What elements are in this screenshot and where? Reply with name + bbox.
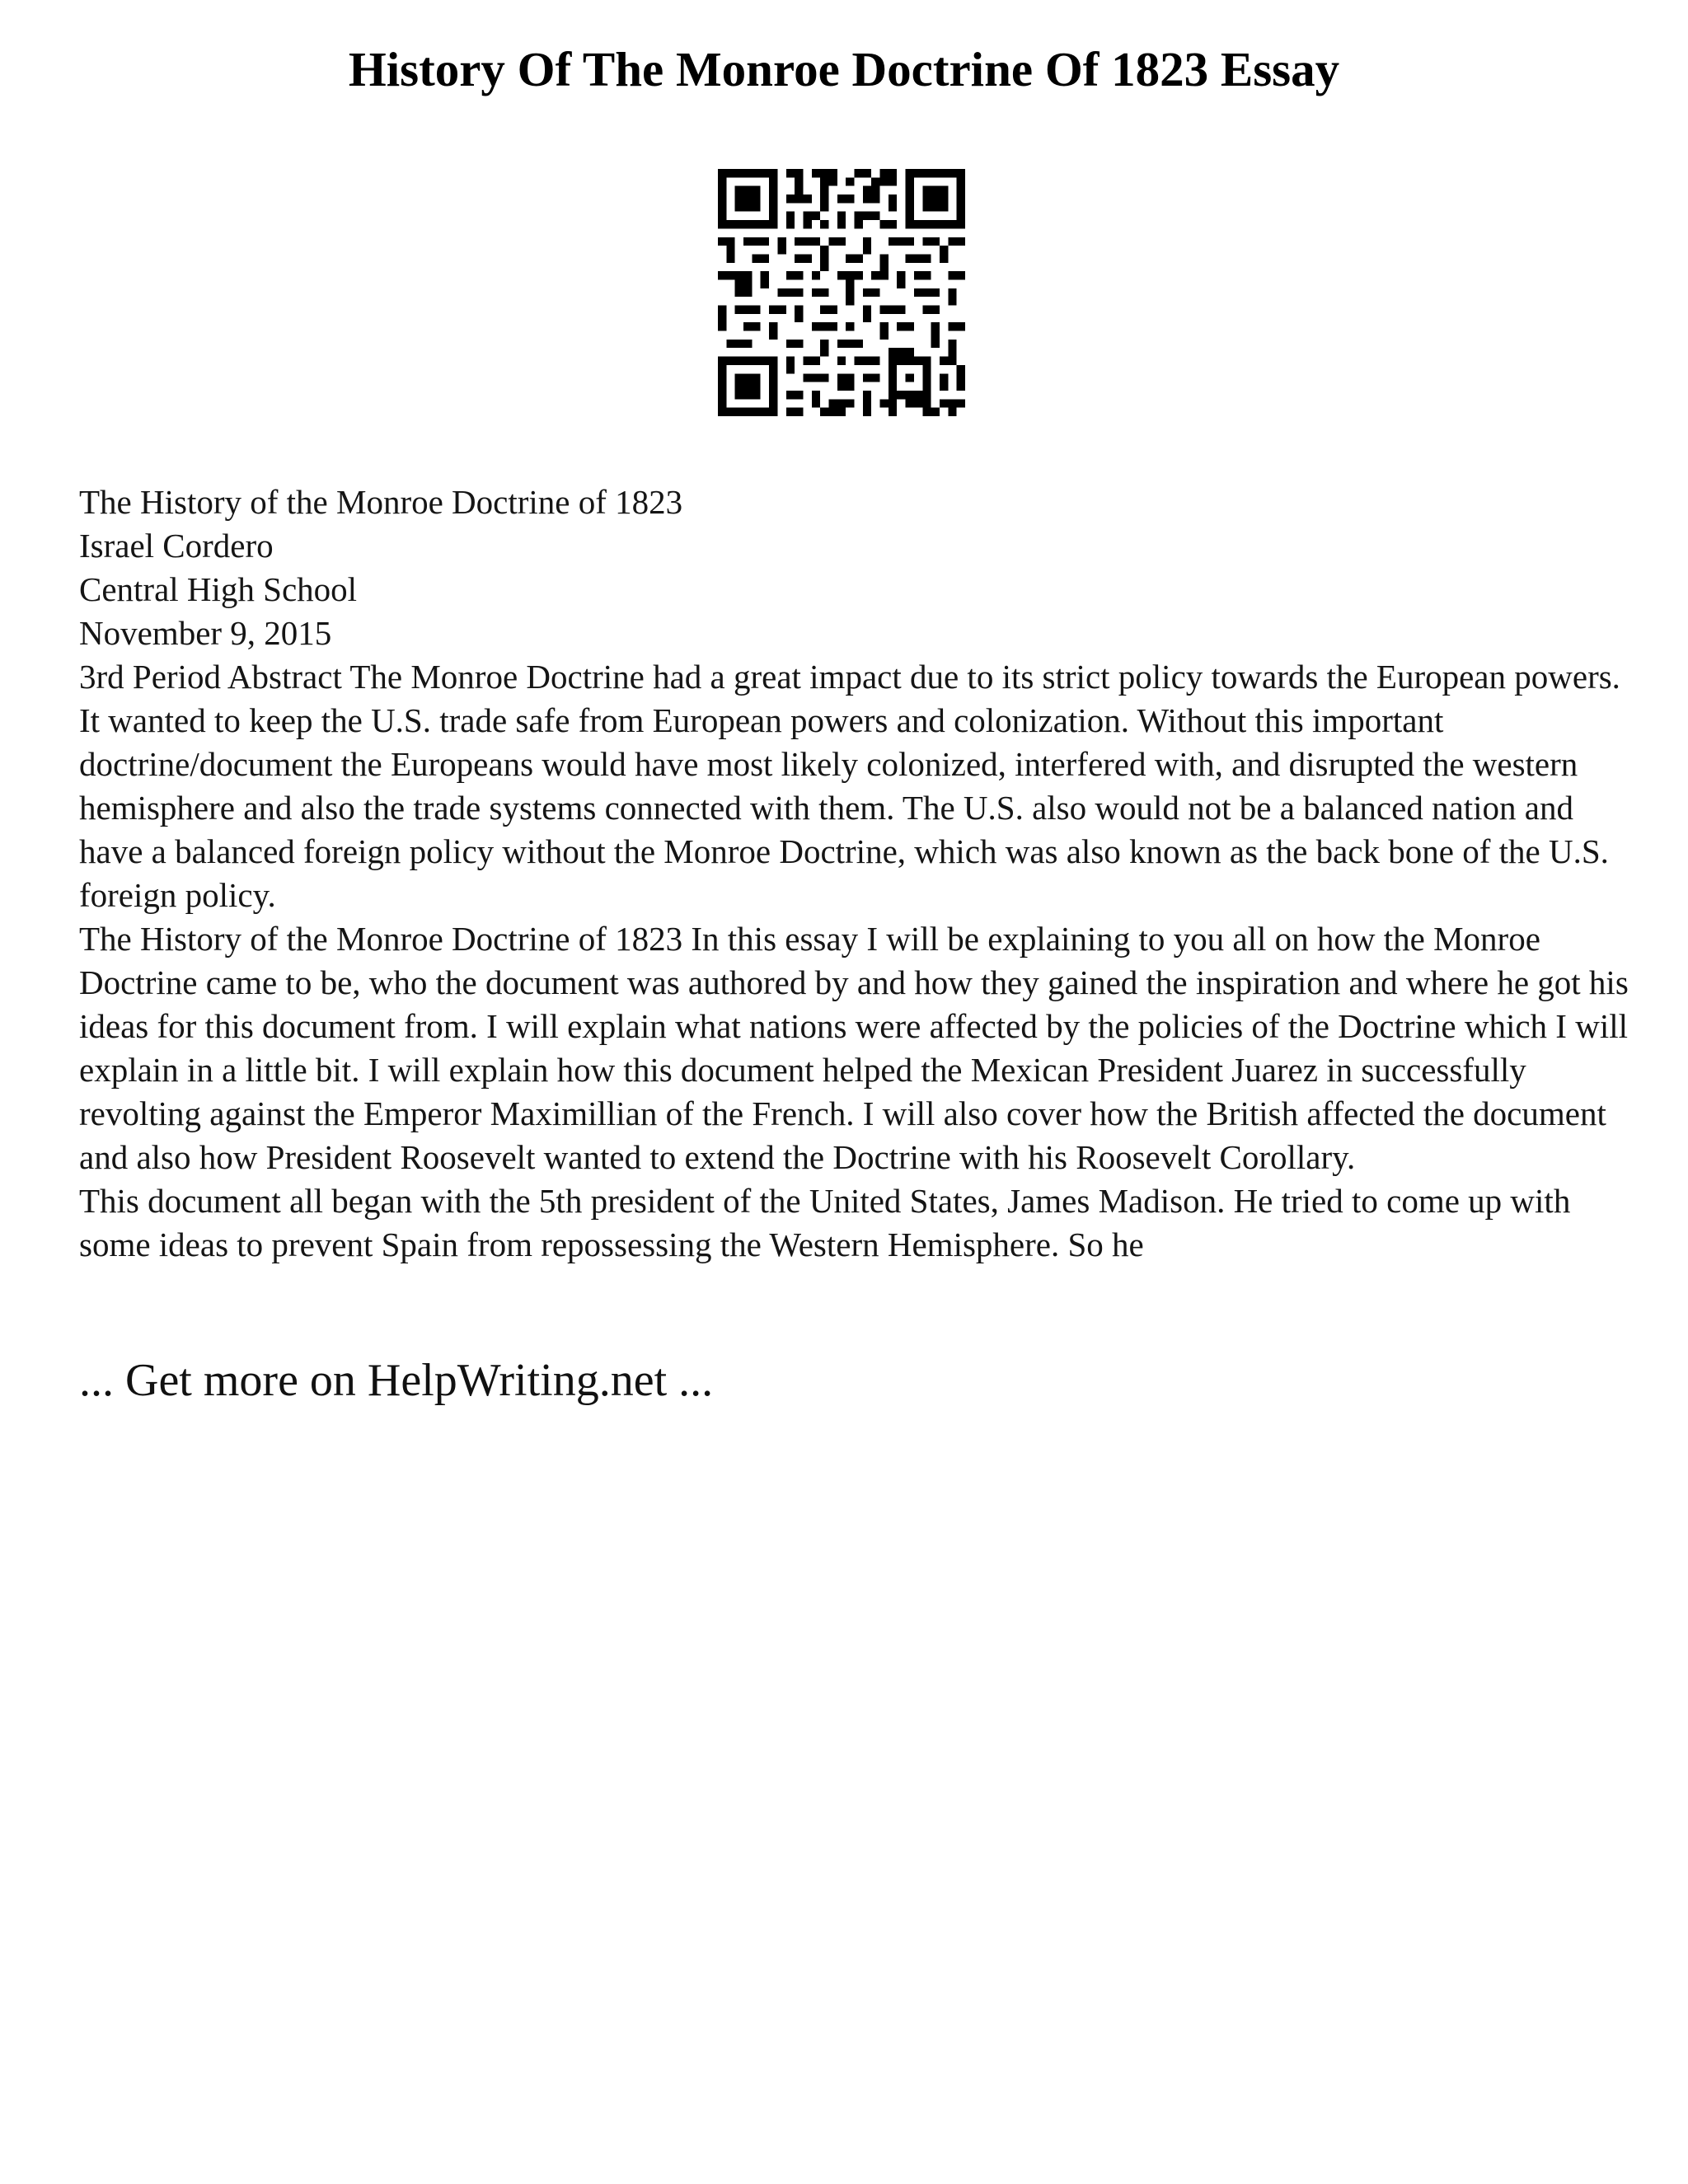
author-line: Israel Cordero — [79, 527, 274, 565]
essay-heading-line: The History of the Monroe Doctrine of 1823 — [79, 483, 683, 521]
school-line: Central High School — [79, 570, 358, 608]
get-more-link[interactable]: ... Get more on HelpWriting.net ... — [79, 1355, 714, 1406]
history-paragraph: This document all began with the 5th president of the United States, James Madison. He tried to come up with some ideas to prevent Spain from repossessing the Western Hemisphere. So he — [79, 1182, 1571, 1263]
intro-paragraph: The History of the Monroe Doctrine of 1823 In this essay I will be explaining to you all on how the Monroe Doctrine came to be, who the document was authored by and how they gained the inspiration and where he got his ideas for this document from. I will explain what nations were affected by the policies of the Doctrine which I will explain in a little bit. I will explain how this document helped the Mexican President Juarez in successfully revolting against the Emperor Maximillian of the French. I will also cover how the British affected the document and also how President Roosevelt wanted to extend the Doctrine with his Roosevelt Corollary. — [79, 920, 1629, 1176]
date-line: November 9, 2015 — [79, 614, 332, 652]
page-title: History Of The Monroe Doctrine Of 1823 Essay — [348, 42, 1340, 96]
abstract-paragraph: 3rd Period Abstract The Monroe Doctrine had a great impact due to its strict policy towards the European powers. It wanted to keep the U.S. trade safe from European powers and colonization. Without this important doctrine/document the Europeans would have most likely colonized, interfered with, and disrupted the western hemisphere and also the trade systems connected with them. The U.S. also would not be a balanced nation and have a balanced foreign policy without the Monroe Doctrine, which was also known as the back bone of the U.S. foreign policy. — [79, 658, 1620, 914]
qr-code-icon — [718, 169, 965, 416]
essay-body — [79, 480, 1629, 1267]
